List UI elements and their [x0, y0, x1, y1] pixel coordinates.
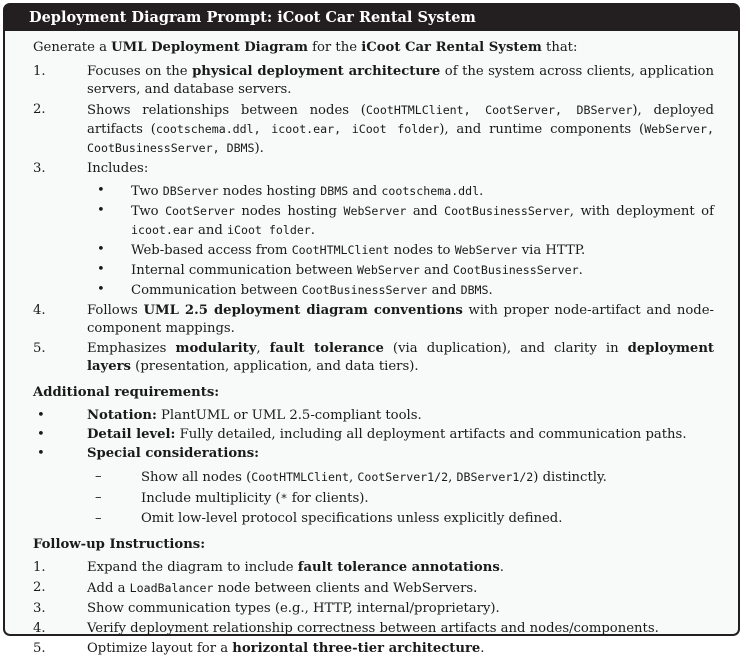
followup-list: [33, 559, 714, 658]
code-text: DBServer1/2: [456, 470, 534, 484]
item-text: ).: [254, 141, 264, 156]
dash-icon: –: [95, 511, 102, 526]
item-number: 2.: [33, 102, 46, 117]
item-text: ,: [256, 341, 270, 356]
code-text: iCoot folder: [227, 223, 311, 237]
main-list: [33, 63, 714, 376]
item-bold: fault tolerance: [269, 341, 384, 356]
bullet-icon: •: [37, 408, 45, 423]
main-item-5: [33, 340, 714, 376]
followup-heading: Follow-up Instructions:: [33, 537, 206, 552]
card-body: [5, 31, 738, 658]
item-text: Show communication types (e.g., HTTP, internal/proprietary).: [87, 601, 500, 616]
main-item-4: [33, 302, 714, 338]
text: ,: [348, 470, 358, 485]
item-number: 4.: [33, 621, 46, 636]
item-number: 2.: [33, 580, 46, 595]
item-bold: modularity: [175, 341, 257, 356]
includes-item: [87, 182, 714, 201]
code-text: cootschema.ddl, icoot.ear, iCoot folder: [155, 122, 440, 136]
item-text: Includes:: [87, 161, 149, 176]
code-text: DBServer: [162, 184, 219, 198]
text: Show all nodes (: [141, 470, 252, 485]
text: nodes to: [389, 243, 455, 258]
additional-requirements-heading: Additional requirements:: [33, 385, 220, 400]
item-number: 3.: [33, 601, 46, 616]
text: and: [419, 263, 453, 278]
text: Include multiplicity (: [141, 491, 281, 506]
text: Omit low-level protocol specifications unless explicitly defined.: [141, 511, 563, 526]
item-text: Shows relationships between nodes (: [87, 103, 366, 118]
code-text: DBMS: [460, 283, 489, 297]
main-item-2: [33, 101, 714, 158]
code-text: WebServer: [343, 204, 407, 218]
intro-paragraph: [33, 39, 714, 57]
intro-text: for the: [307, 40, 362, 55]
text: Internal communication between: [131, 263, 357, 278]
text: and: [193, 223, 228, 238]
item-bold: physical deployment architecture: [192, 64, 441, 79]
includes-item: [87, 241, 714, 260]
followup-item: [33, 620, 714, 638]
item-number: 5.: [33, 341, 46, 356]
item-text: Expand the diagram to include: [87, 560, 298, 575]
special-item: [33, 510, 714, 528]
item-text: Emphasizes: [87, 341, 176, 356]
text: and: [427, 283, 461, 298]
text: .: [488, 283, 493, 298]
text: Web-based access from: [131, 243, 292, 258]
text: ,: [448, 470, 457, 485]
intro-bold: UML Deployment Diagram: [111, 40, 308, 55]
followup-item: [33, 600, 714, 618]
item-text: .: [499, 560, 504, 575]
special-considerations-list: [33, 468, 714, 528]
item-text: (presentation, application, and data tiers).: [130, 359, 419, 374]
followup-item: [33, 559, 714, 577]
code-text: CootBusinessServer: [444, 204, 570, 218]
item-text: (via duplication), and clarity in: [383, 341, 628, 356]
code-text: CootHTMLClient: [251, 470, 349, 484]
code-text: CootHTMLClient, CootServer, DBServer: [365, 103, 633, 117]
bullet-icon: •: [97, 262, 105, 277]
requirement-notation: [33, 407, 714, 425]
item-number: 1.: [33, 64, 46, 79]
item-text: Add a: [87, 581, 130, 596]
text: and: [348, 184, 382, 199]
code-text: CootServer1/2: [357, 470, 449, 484]
bullet-icon: •: [37, 446, 45, 461]
prompt-card: [3, 3, 740, 656]
includes-list: [87, 182, 714, 300]
code-text: CootBusinessServer: [301, 283, 428, 297]
code-text: icoot.ear: [131, 223, 194, 237]
text: .: [578, 263, 583, 278]
includes-item: [87, 202, 714, 240]
text: and: [406, 204, 445, 219]
requirement-special: [33, 445, 714, 528]
text: for clients).: [287, 491, 369, 506]
additional-requirements-list: [33, 407, 714, 528]
item-text: ), deployed artifacts (: [87, 103, 714, 137]
item-number: 5.: [33, 641, 46, 656]
item-number: 3.: [33, 161, 46, 176]
item-text: with proper node-artifact and node-component mappings.: [87, 303, 714, 336]
main-item-3: [33, 160, 714, 300]
dash-icon: –: [95, 469, 102, 484]
code-text: WebServer: [454, 243, 518, 257]
item-text: Focuses on the: [87, 64, 193, 79]
code-text: cootschema.ddl: [381, 184, 480, 198]
item-bold: horizontal three-tier architecture: [232, 641, 481, 656]
text: via HTTP.: [517, 243, 586, 258]
text: Two: [131, 204, 166, 219]
item-text: Follows: [87, 303, 144, 318]
text: .: [479, 184, 484, 199]
text: ) distinctly.: [533, 470, 607, 485]
text: Two: [131, 184, 163, 199]
bullet-icon: •: [37, 427, 45, 442]
code-text: CootServer: [165, 204, 235, 218]
requirement-detail: [33, 426, 714, 444]
item-text: of the system across clients, application servers, and database servers.: [87, 64, 714, 97]
code-text: CootBusinessServer: [452, 263, 579, 277]
text: nodes hosting: [218, 184, 321, 199]
bullet-icon: •: [97, 242, 105, 257]
code-text: WebServer, CootBusinessServer, DBMS: [87, 122, 714, 155]
code-text: DBMS: [320, 184, 349, 198]
code-text: CootHTMLClient: [291, 243, 390, 257]
item-number: 4.: [33, 303, 46, 318]
main-item-1: [33, 63, 714, 99]
requirement-label: Notation:: [87, 408, 157, 423]
item-text: .: [480, 641, 485, 656]
item-text: Verify deployment relationship correctness between artifacts and nodes/components.: [87, 621, 659, 636]
card-title: Deployment Diagram Prompt: iCoot Car Rental System: [5, 5, 738, 31]
intro-bold: iCoot Car Rental System: [361, 40, 542, 55]
includes-item: [87, 261, 714, 280]
requirement-text: Fully detailed, including all deployment artifacts and communication paths.: [175, 427, 687, 442]
bullet-icon: •: [97, 183, 105, 198]
item-bold: fault tolerance annotations: [297, 560, 500, 575]
text: , with deployment of: [569, 204, 714, 219]
intro-text: Generate a: [33, 40, 112, 55]
intro-text: that:: [541, 40, 578, 55]
bullet-icon: •: [97, 282, 105, 297]
special-item: [33, 489, 714, 508]
followup-item: [33, 640, 714, 658]
requirement-label: Special considerations:: [87, 446, 260, 461]
item-bold: UML 2.5 deployment diagram conventions: [143, 303, 463, 318]
item-text: Optimize layout for a: [87, 641, 233, 656]
item-bold: deployment layers: [87, 341, 714, 374]
includes-item: [87, 281, 714, 300]
special-item: [33, 468, 714, 487]
bullet-icon: •: [97, 203, 105, 218]
requirement-text: PlantUML or UML 2.5-compliant tools.: [156, 408, 422, 423]
dash-icon: –: [95, 490, 102, 505]
requirement-label: Detail level:: [87, 427, 176, 442]
code-text: LoadBalancer: [129, 581, 214, 595]
code-text: WebServer: [356, 263, 420, 277]
text: .: [310, 223, 315, 238]
item-text: node between clients and WebServers.: [213, 581, 478, 596]
code-text: *: [280, 491, 288, 505]
item-number: 1.: [33, 560, 46, 575]
followup-item: [33, 579, 714, 598]
text: Communication between: [131, 283, 302, 298]
text: nodes hosting: [234, 204, 344, 219]
item-text: ), and runtime components (: [439, 122, 645, 137]
